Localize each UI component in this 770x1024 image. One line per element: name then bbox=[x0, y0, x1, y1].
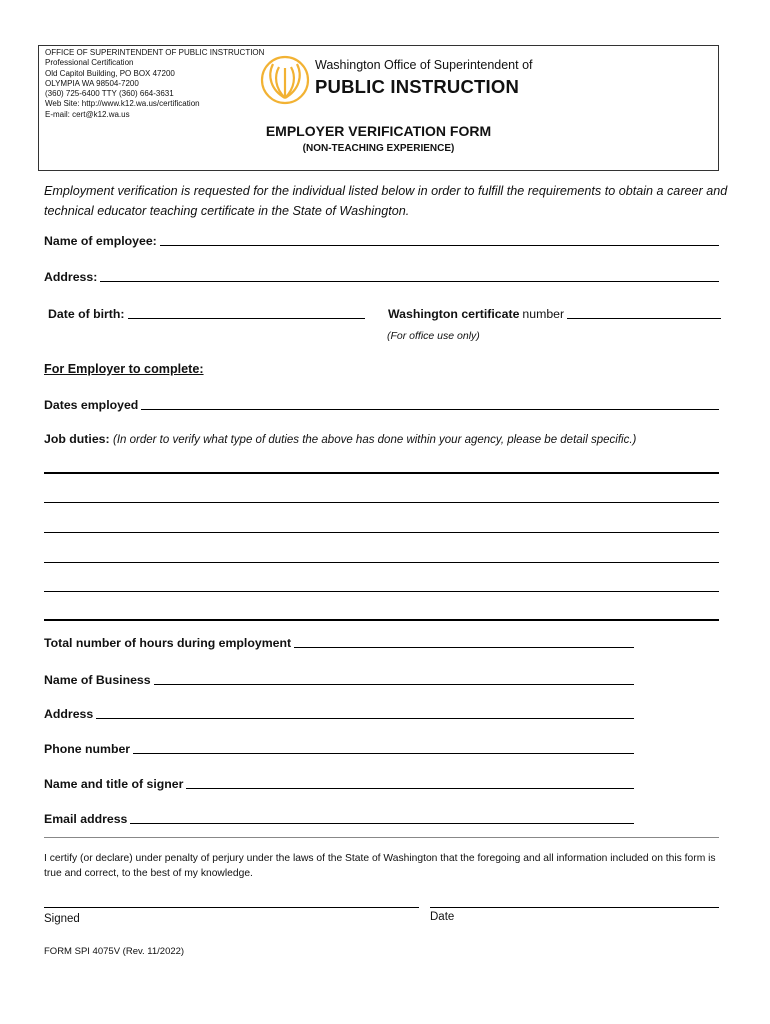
form-number: FORM SPI 4075V (Rev. 11/2022) bbox=[44, 946, 185, 957]
business-address-label: Address bbox=[44, 707, 94, 721]
dates-employed-input[interactable] bbox=[141, 409, 719, 410]
email-input[interactable] bbox=[130, 823, 634, 824]
office-line: Professional Certification bbox=[45, 58, 134, 68]
employee-address-input[interactable] bbox=[100, 281, 719, 282]
employee-name-field[interactable] bbox=[44, 232, 719, 248]
employee-name-input[interactable] bbox=[160, 245, 719, 246]
job-duties-line[interactable] bbox=[44, 532, 719, 533]
business-name-input[interactable] bbox=[154, 684, 634, 685]
dob-field[interactable] bbox=[48, 305, 365, 321]
email-field[interactable] bbox=[44, 810, 634, 826]
signed-label: Signed bbox=[44, 913, 80, 925]
office-line: Old Capitol Building, PO BOX 47200 bbox=[45, 68, 175, 78]
phone-number-input[interactable] bbox=[133, 753, 634, 754]
signer-input[interactable] bbox=[186, 788, 634, 789]
dob-label: Date of birth: bbox=[48, 307, 125, 321]
total-hours-label: Total number of hours during employment bbox=[44, 636, 292, 650]
office-line: E-mail: cert@k12.wa.us bbox=[45, 109, 130, 119]
business-name-label: Name of Business bbox=[44, 673, 151, 687]
office-line: (360) 725-6400 TTY (360) 664-3631 bbox=[45, 89, 174, 99]
employee-address-field[interactable] bbox=[44, 268, 719, 284]
brand-title: PUBLIC INSTRUCTION bbox=[315, 76, 520, 97]
total-hours-input[interactable] bbox=[294, 647, 634, 648]
signer-field[interactable] bbox=[44, 775, 634, 791]
form-subtitle: (NON-TEACHING EXPERIENCE) bbox=[302, 143, 455, 154]
dates-employed-field[interactable] bbox=[44, 396, 719, 412]
section-divider bbox=[44, 837, 719, 838]
form-title: EMPLOYER VERIFICATION FORM bbox=[265, 123, 492, 139]
phone-number-label: Phone number bbox=[44, 742, 131, 756]
job-duties-line[interactable] bbox=[44, 502, 719, 503]
business-address-input[interactable] bbox=[96, 718, 634, 719]
ospi-logo-icon bbox=[259, 54, 311, 106]
wa-certificate-input[interactable] bbox=[567, 318, 721, 319]
date-input[interactable] bbox=[430, 907, 719, 908]
signer-label: Name and title of signer bbox=[44, 777, 184, 791]
phone-number-field[interactable] bbox=[44, 740, 634, 756]
office-line: OFFICE OF SUPERINTENDENT OF PUBLIC INSTRUCTION bbox=[45, 48, 265, 57]
job-duties-note: (In order to verify what type of duties the above has done within your agency, please be detail specific.) bbox=[113, 434, 637, 446]
dob-input[interactable] bbox=[128, 318, 365, 319]
business-name-field[interactable] bbox=[44, 671, 634, 687]
office-contact-info bbox=[45, 48, 264, 120]
employee-address-label: Address: bbox=[44, 270, 98, 284]
wa-certificate-field[interactable] bbox=[388, 305, 721, 321]
brand-subtitle: Washington Office of Superintendent of bbox=[315, 58, 533, 72]
job-duties-prompt bbox=[44, 432, 636, 446]
employee-name-label: Name of employee: bbox=[44, 234, 157, 248]
wa-certificate-label: Washington certificate bbox=[388, 307, 520, 321]
office-line: Web Site: http://www.k12.wa.us/certification bbox=[45, 99, 200, 109]
employer-section-heading: For Employer to complete: bbox=[44, 362, 204, 376]
total-hours-field[interactable] bbox=[44, 634, 634, 650]
job-duties-line[interactable] bbox=[44, 562, 719, 563]
job-duties-label: Job duties: bbox=[44, 432, 110, 446]
signature-input[interactable] bbox=[44, 907, 419, 908]
job-duties-line[interactable] bbox=[44, 472, 719, 474]
job-duties-line[interactable] bbox=[44, 591, 719, 592]
wa-certificate-label-number: number bbox=[522, 307, 565, 321]
header-box bbox=[38, 45, 719, 171]
dates-employed-label: Dates employed bbox=[44, 398, 139, 412]
office-use-note: (For office use only) bbox=[387, 330, 480, 342]
intro-text: Employment verification is requested for the individual listed below in order to fulfill the requirements to obtain a career and technical educator teaching certificate in the State of Washington. bbox=[44, 184, 728, 218]
office-line: OLYMPIA WA 98504-7200 bbox=[45, 78, 139, 88]
date-label: Date bbox=[430, 911, 455, 923]
business-address-field[interactable] bbox=[44, 705, 634, 721]
email-label: Email address bbox=[44, 812, 128, 826]
job-duties-line[interactable] bbox=[44, 619, 719, 621]
certification-statement: I certify (or declare) under penalty of perjury under the laws of the State of Washington that the foregoing and all information included on this form is true and correct, to the best of my knowledge. bbox=[44, 853, 716, 879]
